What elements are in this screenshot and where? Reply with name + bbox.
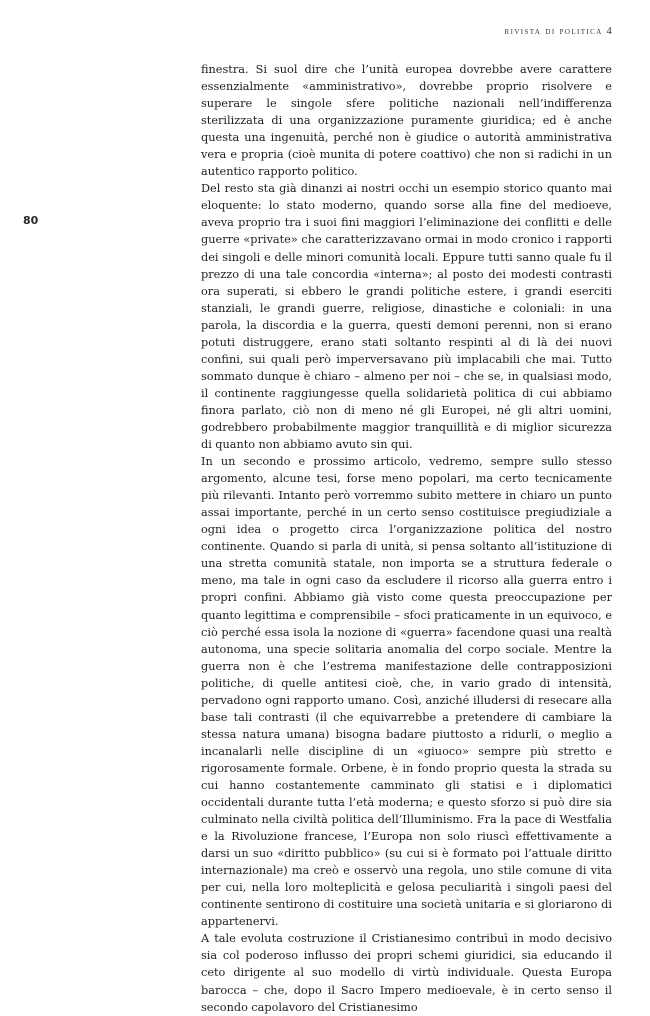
paragraph: finestra. Si suol dire che l’unità europea dovrebbe avere carattere essenzialmente «amministrativo», dovrebbe proprio risolvere e superare le singole sfere politiche nazionali nell’indifferenza sterilizzata di una organizzazione puramente giuridica; ed è anche questa una ingenuità, perché non è giudice o autorità amministrativa vera e propria (cioè munita di potere coattivo) che non si radichi in un autentico rapporto politico. — [201, 63, 612, 179]
issue-number: 4 — [606, 26, 613, 37]
journal-title: rivista di politica — [504, 26, 603, 37]
article-body — [201, 61, 612, 1016]
running-head — [505, 26, 613, 37]
paragraph: A tale evoluta costruzione il Cristianesimo contribuì in modo decisivo sia col poderoso influsso dei propri schemi giuridici, sia educando il ceto dirigente al suo modello di virtù individuale. Questa Europa barocca – che, dopo il Sacro Impero medioevale, è in certo senso il secondo capolavoro del Cristianesimo — [201, 932, 612, 1014]
paragraph: Del resto sta già dinanzi ai nostri occhi un esempio storico quanto mai eloquente: lo stato moderno, quando sorse alla fine del medioeve, aveva proprio tra i suoi fini maggiori l’eliminazione dei conflitti e delle guerre «private» che caratterizzavano ormai in modo cronico i rapporti dei singoli e delle minori comunità locali. Eppure tutti sanno quale fu il prezzo di una tale concordia «interna»; al posto dei modesti contrasti ora superati, si ebbero le grandi politiche estere, i grandi eserciti stanziali, le grandi guerre, religiose, dinastiche e coloniali: in una parola, la discordia e la guerra, questi demoni perenni, non si erano potuti distruggere, erano stati soltanto respinti al di là dei nuovi confini, sui quali però imperversavano più implacabili che mai. Tutto sommato dunque è chiaro – almeno per noi – che se, in qualsiasi modo, il continente raggiungesse quella solidarietà politica di cui abbiamo finora parlato, ciò non di meno né gli Europei, né gli altri uomini, godrebbero probabilmente maggior tranquillità e di miglior sicurezza di quanto non abbiamo avuto sin qui. — [201, 182, 612, 452]
page-number: 80 — [23, 214, 39, 227]
paragraph: In un secondo e prossimo articolo, vedremo, sempre sullo stesso argomento, alcune tesi, forse meno popolari, ma certo tecnicamente più rilevanti. Intanto però vorremmo subito mettere in chiaro un punto assai importante, perché in un certo senso costituisce pregiudiziale a ogni idea o progetto circa l’organizzazione politica del nostro continente. Quando si parla di unità, si pensa soltanto all’istituzione di una stretta comunità statale, non importa se a struttura federale o meno, ma tale in ogni caso da escludere il ricorso alla guerra entro i propri confini. Abbiamo già visto come questa preoccupazione per quanto legittima e comprensibile – sfoci praticamente in un equivoco, e ciò perché essa isola la nozione di «guerra» facendone quasi una realtà autonoma, una specie solitaria anomalia del corpo sociale. Mentre la guerra non è che l’estrema manifestazione delle contrapposizioni politiche, di quelle antitesi cioè, che, in vario grado di intensità, pervadono ogni rapporto umano. Così, anziché illudersi di resecare alla base tali contrasti (il che equivarrebbe a pretendere di cambiare la stessa natura umana) bisogna badare piuttosto a ridurli, o meglio a incanalarli nelle discipline di un «giuoco» sempre più stretto e rigorosamente formale. Orbene, è in fondo proprio questa la strada su cui hanno costantemente camminato gli statisi e i diplomatici occidentali durante tutta l’età moderna; e questo sforzo si può dire sia culminato nella civiltà politica dell’Illuminismo. Fra la pace di Westfalia e la Rivoluzione francese, l’Europa non solo riuscì effettivamente a darsi un suo «diritto pubblico» (su cui si è formato poi l’attuale diritto internazionale) ma creò e osservò una regola, uno stile comune di vita per cui, nella loro molteplicità e gelosa peculiarità i singoli paesi del continente sentirono di costituire una società unitaria e si gloriarono di appartenervi. — [201, 455, 612, 929]
